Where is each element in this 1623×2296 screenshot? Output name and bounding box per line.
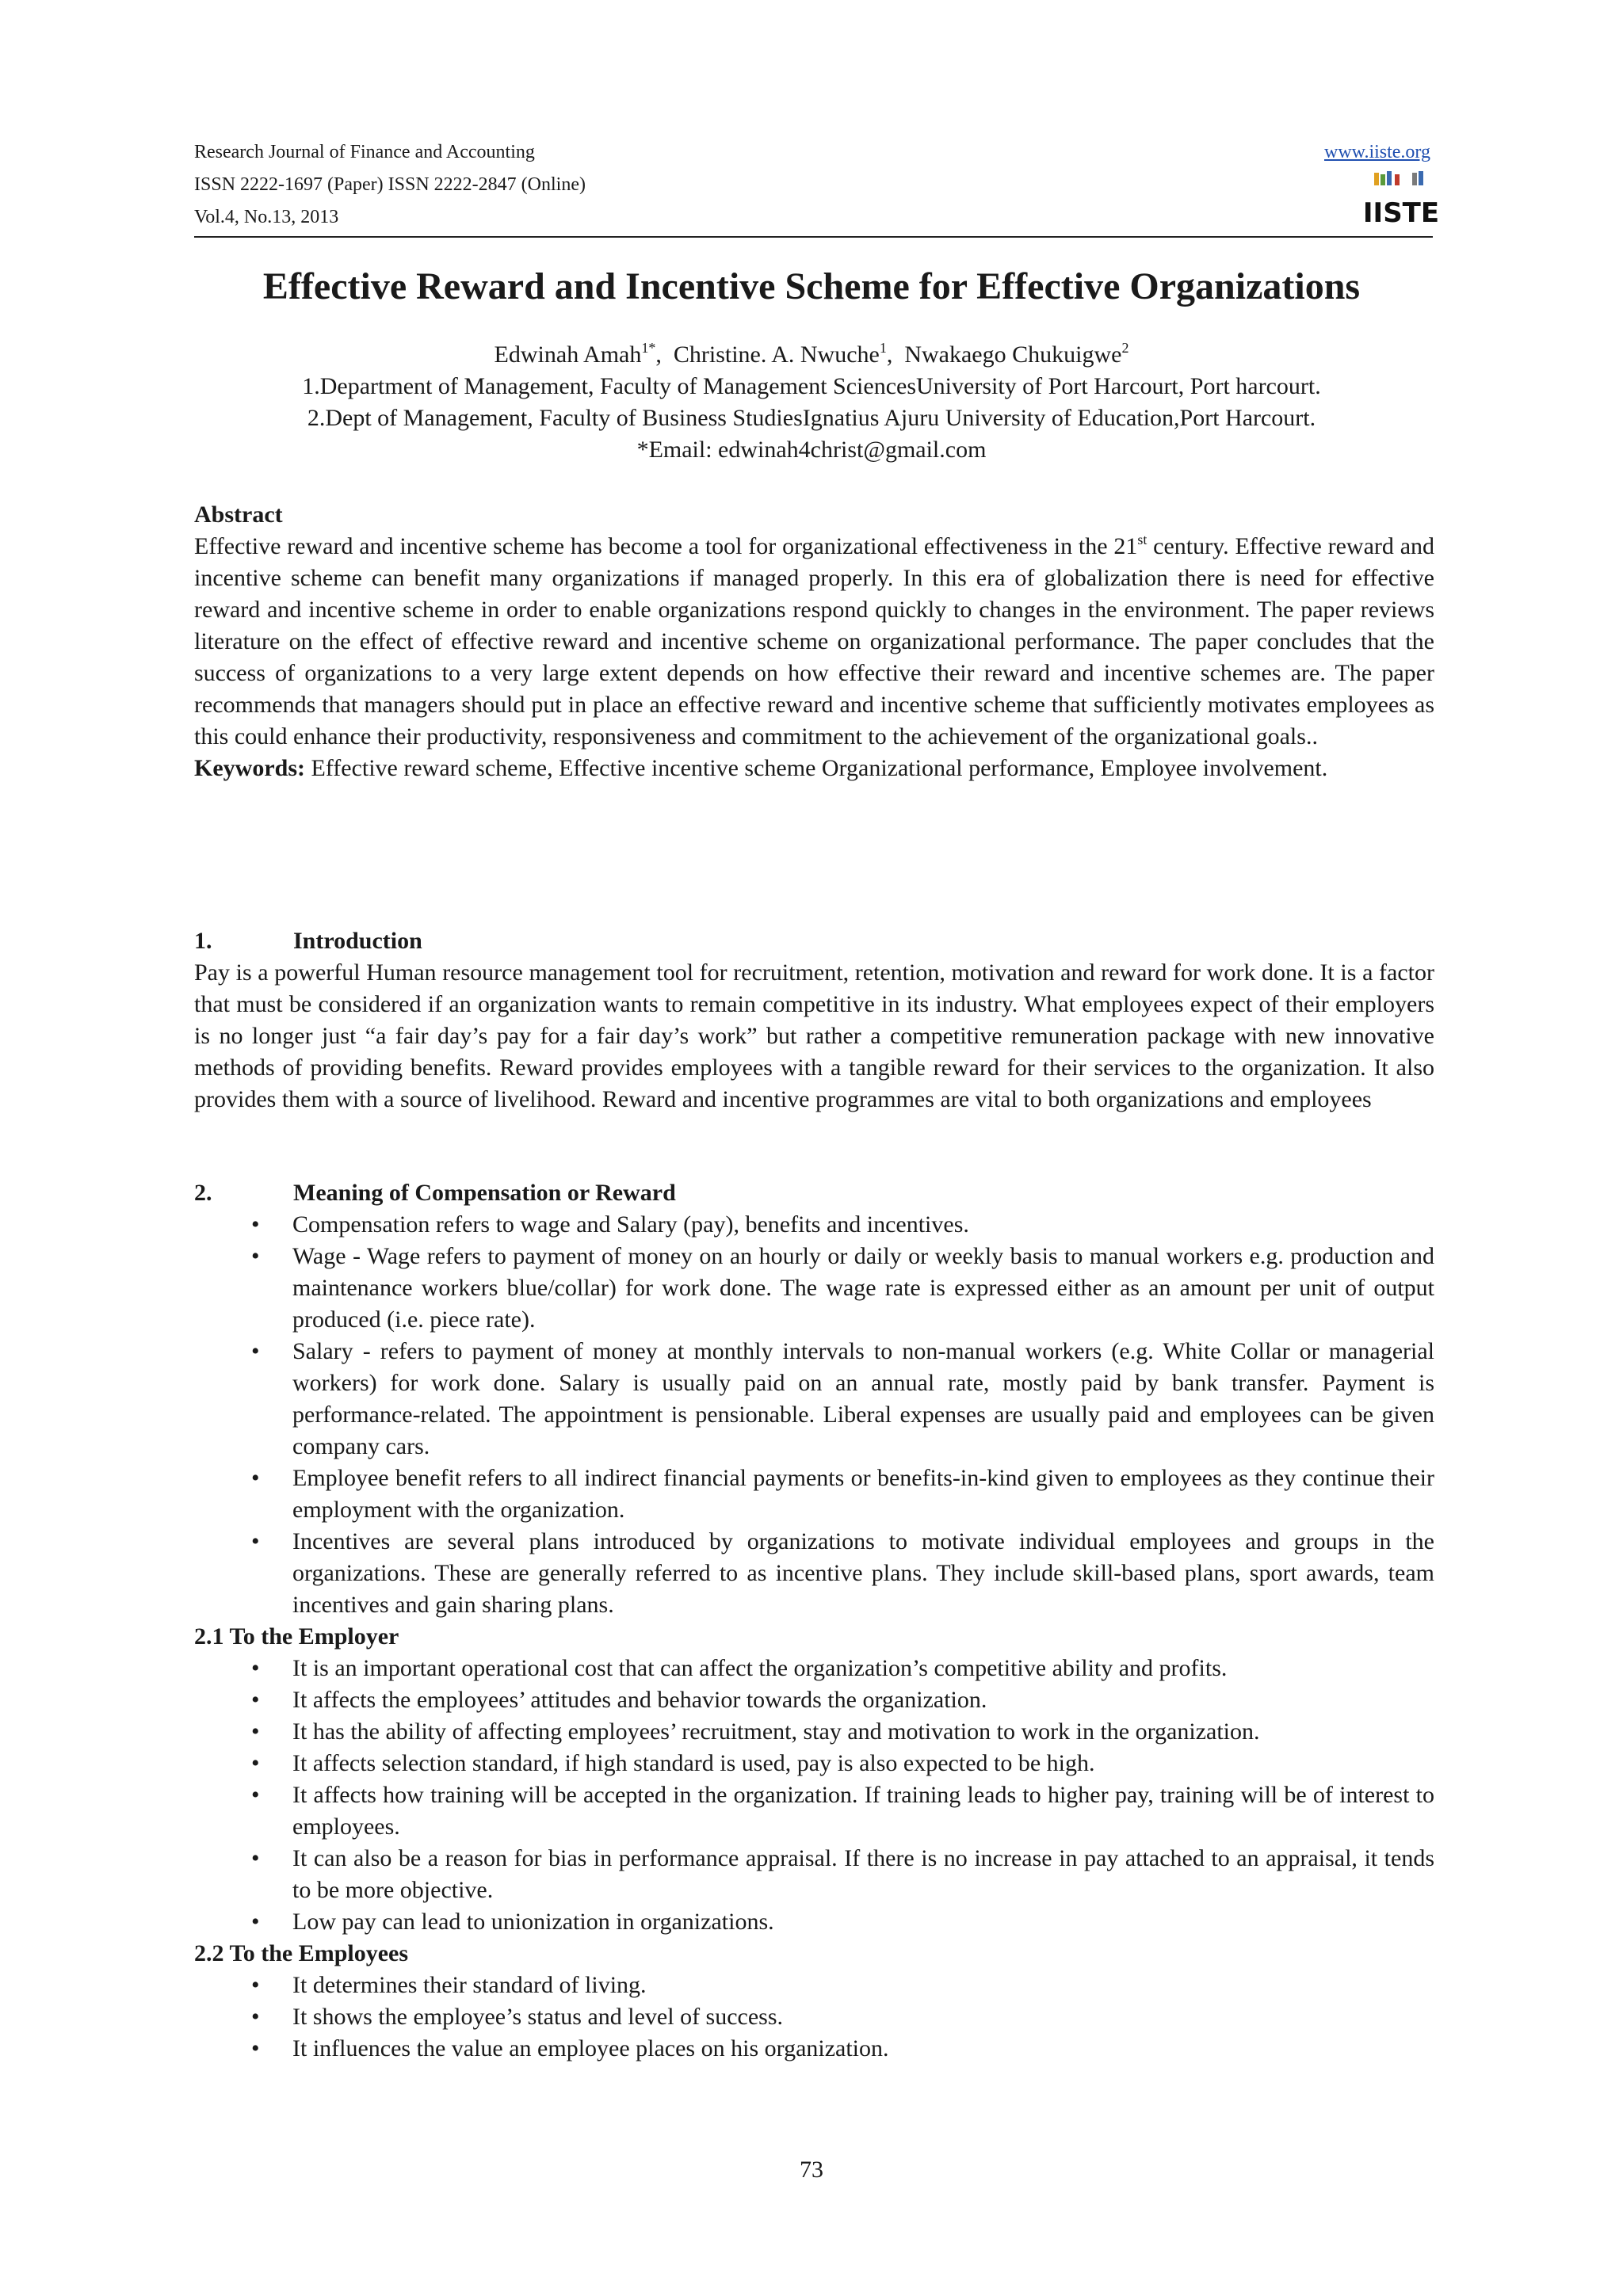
affiliation-2: 2.Dept of Management, Faculty of Business StudiesIgnatius Ajuru University of Education,Port Harcourt. <box>307 405 1316 431</box>
journal-issn: ISSN 2222-1697 (Paper) ISSN 2222-2847 (Online) <box>194 174 586 195</box>
author-3: Nwakaego Chukuigwe <box>904 341 1122 368</box>
section-1-text: Pay is a powerful Human resource management tool for recruitment, retention, motivation and reward for work done. It is a factor that must be considered if an organization wants to remain competitive in its industry. What employees expect of their employers is no longer just “a fair day’s pay for a fair day’s work” but rather a competitive remuneration package with new innovative methods of providing benefits. Reward provides employees with a tangible reward for their services to the organization. It also provides them with a source of livelihood. Reward and incentive programmes are vital to both organizations and employees <box>194 959 1434 1112</box>
journal-volume: Vol.4, No.13, 2013 <box>194 207 339 227</box>
keywords-label: Keywords: <box>194 755 305 781</box>
abstract <box>194 499 1434 784</box>
list-item: • Low pay can lead to unionization in organizations. <box>194 1906 1434 1938</box>
author-1-sup: 1* <box>641 340 656 356</box>
list-item: • Incentives are several plans introduced by organizations to motivate individual employees and groups in the organizations. These are generally referred to as incentive plans. They include skill-based plans, sport awards, team incentives and gain sharing plans. <box>194 1526 1434 1621</box>
list-item: • It affects selection standard, if high standard is used, pay is also expected to be high. <box>194 1748 1434 1779</box>
list-item: • It is an important operational cost that can affect the organization’s competitive ability and profits. <box>194 1653 1434 1684</box>
author-2: Christine. A. Nwuche <box>673 341 880 368</box>
journal-header <box>194 136 586 234</box>
paper-title: Effective Reward and Incentive Scheme for Effective Organizations <box>262 265 1361 307</box>
list-item: • It influences the value an employee places on his organization. <box>194 2033 1434 2065</box>
iiste-logo <box>1362 170 1440 229</box>
journal-url-link[interactable]: www.iiste.org <box>1324 142 1430 162</box>
abstract-text: Effective reward and incentive scheme has become a tool for organizational effectiveness in the 21st century. Effective reward and incentive scheme can benefit many organizations if managed properly. In this era of globalization there is need for effective reward and incentive scheme in order to enable organizations respond quickly to changes in the environment. The paper reviews literature on the effect of effective reward and incentive scheme on organizational performance. The paper concludes that the success of organizations to a very large extent depends on how effective their reward and incentive schemes are. The paper recommends that managers should put in place an effective reward and incentive scheme that sufficiently motivates employees as this could enhance their productivity, responsiveness and commitment to the achievement of the organizational goals.. <box>194 532 1435 749</box>
list-item: • It has the ability of affecting employees’ recruitment, stay and motivation to work in the organization. <box>194 1716 1434 1748</box>
section-2-2-list <box>194 1970 1434 2065</box>
section-2-list <box>194 1209 1434 1621</box>
list-item: • Salary - refers to payment of money at monthly intervals to non-manual workers (e.g. White Collar or managerial workers) for work done. Salary is usually paid on an annual rate, mostly paid by bank transfer. Payment is performance-related. The appointment is pensionable. Liberal expenses are usually paid and employees can be given company cars. <box>194 1336 1434 1463</box>
header-rule <box>194 236 1433 238</box>
abstract-heading: Abstract <box>194 502 283 528</box>
list-item: • Compensation refers to wage and Salary (pay), benefits and incentives. <box>194 1209 1434 1241</box>
section-2-heading: 2. Meaning of Compensation or Reward <box>194 1180 676 1206</box>
section-1-heading: 1. Introduction <box>194 928 422 954</box>
author-2-sup: 1 <box>879 340 887 356</box>
author-1: Edwinah Amah <box>494 341 642 368</box>
list-item: • It affects how training will be accepted in the organization. If training leads to higher pay, training will be of interest to employees. <box>194 1779 1434 1843</box>
author-3-sup: 2 <box>1121 340 1129 356</box>
journal-name: Research Journal of Finance and Accounting <box>194 142 535 162</box>
affiliation-1: 1.Department of Management, Faculty of Management SciencesUniversity of Port Harcourt, Port harcourt. <box>302 373 1321 399</box>
section-2-1-heading: 2.1 To the Employer <box>194 1623 399 1650</box>
section-2-body <box>194 1209 1434 2065</box>
section-2-2-heading: 2.2 To the Employees <box>194 1940 409 1966</box>
section-2-1-list <box>194 1653 1434 1938</box>
logo-text: IISTE <box>1362 197 1440 229</box>
list-item: • It can also be a reason for bias in performance appraisal. If there is no increase in pay attached to an appraisal, it tends to be more objective. <box>194 1843 1434 1906</box>
list-item: • It determines their standard of living. <box>194 1970 1434 2001</box>
list-item: • It affects the employees’ attitudes and behavior towards the organization. <box>194 1684 1434 1716</box>
author-list: Edwinah Amah$^{1*}$, Christine. A. Nwuche$^1$, Nwakaego Chukuigwe$^2$ <box>494 340 1129 368</box>
list-item: • Wage - Wage refers to payment of money on an hourly or daily or weekly basis to manual workers e.g. production and maintenance workers blue/collar) for work done. The wage rate is expressed either as an amount per unit of output produced (i.e. piece rate). <box>194 1241 1434 1336</box>
list-item: • Employee benefit refers to all indirect financial payments or benefits-in-kind given to employees as they continue their employment with the organization. <box>194 1463 1434 1526</box>
author-email: *Email: edwinah4christ@gmail.com <box>636 437 987 463</box>
keywords: Keywords: Effective reward scheme, Effective incentive scheme Organizational performance, Employee involvement. <box>194 755 1328 781</box>
list-item: • It shows the employee’s status and level of success. <box>194 2001 1434 2033</box>
page-number: 73 <box>800 2157 823 2183</box>
